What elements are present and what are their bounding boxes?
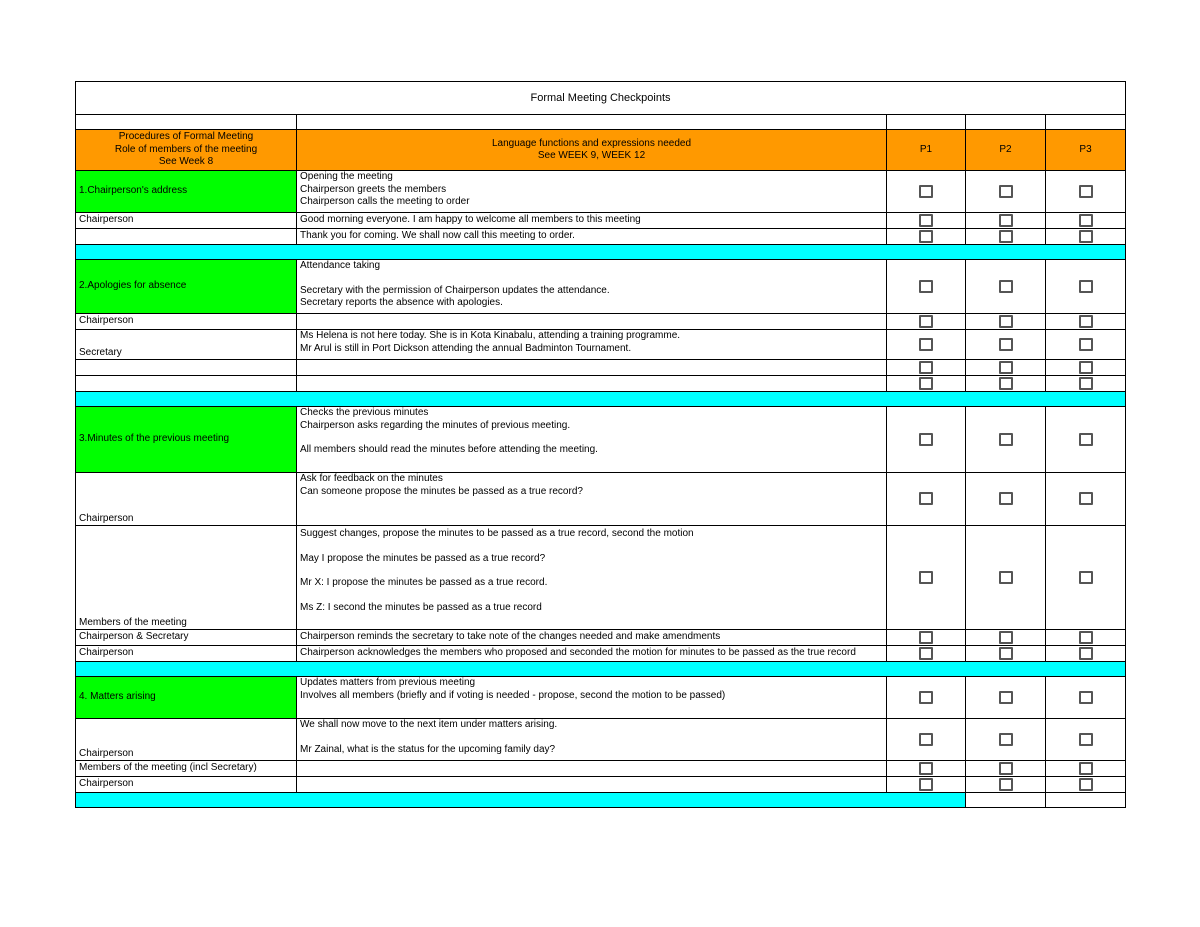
checkbox-p3[interactable] xyxy=(1079,280,1093,293)
checkbox-p3[interactable] xyxy=(1079,691,1093,704)
checkbox-p3[interactable] xyxy=(1079,185,1093,198)
section-description: Updates matters from previous meeting Involves all members (briefly and if voting is needed - propose, second the motion to be passed) xyxy=(297,677,887,719)
expression-cell xyxy=(297,777,887,793)
table-row xyxy=(76,526,1126,630)
section-description: Opening the meeting Chairperson greets the members Chairperson calls the meeting to order xyxy=(297,171,887,213)
table-row xyxy=(76,677,1126,719)
checkpoint-table xyxy=(75,81,1126,808)
checkbox-p2[interactable] xyxy=(999,778,1013,791)
checkbox-p1[interactable] xyxy=(919,214,933,227)
checkbox-p2[interactable] xyxy=(999,230,1013,243)
header-p3: P3 xyxy=(1046,130,1126,171)
expression-cell: Ask for feedback on the minutes Can someone propose the minutes be passed as a true record? xyxy=(297,473,887,526)
checkbox-p1[interactable] xyxy=(919,433,933,446)
section-divider xyxy=(76,245,1126,260)
checkbox-p3[interactable] xyxy=(1079,762,1093,775)
section-divider xyxy=(76,662,1126,677)
expression-cell: Thank you for coming. We shall now call this meeting to order. xyxy=(297,229,887,245)
checkbox-p3[interactable] xyxy=(1079,778,1093,791)
expression-cell xyxy=(297,761,887,777)
checkbox-p1[interactable] xyxy=(919,230,933,243)
checkbox-p2[interactable] xyxy=(999,214,1013,227)
expression-cell: Good morning everyone. I am happy to welcome all members to this meeting xyxy=(297,213,887,229)
checkbox-p3[interactable] xyxy=(1079,338,1093,351)
table-row xyxy=(76,761,1126,777)
checkbox-p3[interactable] xyxy=(1079,361,1093,374)
checkbox-p1[interactable] xyxy=(919,571,933,584)
table-row xyxy=(76,229,1126,245)
checkbox-p3[interactable] xyxy=(1079,571,1093,584)
checkbox-p2[interactable] xyxy=(999,361,1013,374)
section-title: 1.Chairperson's address xyxy=(76,171,297,213)
table-row xyxy=(76,213,1126,229)
checkbox-p1[interactable] xyxy=(919,361,933,374)
section-title: 3.Minutes of the previous meeting xyxy=(76,407,297,473)
checkbox-p1[interactable] xyxy=(919,280,933,293)
role-cell xyxy=(76,229,297,245)
header-row xyxy=(76,130,1126,171)
checkbox-p3[interactable] xyxy=(1079,492,1093,505)
sheet-title: Formal Meeting Checkpoints xyxy=(76,82,1126,115)
checkbox-p1[interactable] xyxy=(919,338,933,351)
expression-cell: Ms Helena is not here today. She is in Kota Kinabalu, attending a training programme. Mr Arul is still in Port Dickson attending the annual Badminton Tournament. xyxy=(297,330,887,360)
checkbox-p1[interactable] xyxy=(919,762,933,775)
section-title: 2.Apologies for absence xyxy=(76,260,297,314)
role-cell: Secretary xyxy=(76,330,297,360)
checkbox-p2[interactable] xyxy=(999,315,1013,328)
section-divider xyxy=(76,392,1126,407)
checkbox-p1[interactable] xyxy=(919,377,933,390)
role-cell: Members of the meeting (incl Secretary) xyxy=(76,761,297,777)
expression-cell: Chairperson reminds the secretary to take note of the changes needed and make amendments xyxy=(297,630,887,646)
table-row xyxy=(76,646,1126,662)
expression-cell: We shall now move to the next item under matters arising. Mr Zainal, what is the status for the upcoming family day? xyxy=(297,719,887,761)
header-procedures: Procedures of Formal Meeting Role of members of the meeting See Week 8 xyxy=(76,130,297,171)
checkpoint-sheet xyxy=(75,81,1125,808)
role-cell: Chairperson xyxy=(76,213,297,229)
checkbox-p2[interactable] xyxy=(999,571,1013,584)
expression-cell: Suggest changes, propose the minutes to be passed as a true record, second the motion May I propose the minutes be passed as a true record? Mr X: I propose the minutes be passed as a true record. Ms Z: I second the minutes be passed as a true record xyxy=(297,526,887,630)
table-row xyxy=(76,719,1126,761)
role-cell: Chairperson xyxy=(76,646,297,662)
section-divider xyxy=(76,793,1126,808)
checkbox-p3[interactable] xyxy=(1079,377,1093,390)
section-title: 4. Matters arising xyxy=(76,677,297,719)
checkbox-p3[interactable] xyxy=(1079,315,1093,328)
checkbox-p1[interactable] xyxy=(919,631,933,644)
role-cell: Chairperson & Secretary xyxy=(76,630,297,646)
table-row xyxy=(76,473,1126,526)
checkbox-p2[interactable] xyxy=(999,185,1013,198)
checkbox-p1[interactable] xyxy=(919,733,933,746)
checkbox-p1[interactable] xyxy=(919,778,933,791)
checkbox-p1[interactable] xyxy=(919,647,933,660)
table-row xyxy=(76,314,1126,330)
role-cell: Chairperson xyxy=(76,314,297,330)
checkbox-p3[interactable] xyxy=(1079,647,1093,660)
checkbox-p3[interactable] xyxy=(1079,433,1093,446)
checkbox-p2[interactable] xyxy=(999,280,1013,293)
checkbox-p2[interactable] xyxy=(999,691,1013,704)
header-language: Language functions and expressions needed See WEEK 9, WEEK 12 xyxy=(297,130,887,171)
role-cell: Chairperson xyxy=(76,777,297,793)
checkbox-p1[interactable] xyxy=(919,185,933,198)
checkbox-p2[interactable] xyxy=(999,377,1013,390)
checkbox-p2[interactable] xyxy=(999,733,1013,746)
table-row xyxy=(76,260,1126,314)
section-description: Checks the previous minutes Chairperson asks regarding the minutes of previous meeting. All members should read the minutes before attending the meeting. xyxy=(297,407,887,473)
table-row xyxy=(76,330,1126,360)
checkbox-p1[interactable] xyxy=(919,691,933,704)
table-row xyxy=(76,360,1126,376)
table-row xyxy=(76,376,1126,392)
role-cell: Chairperson xyxy=(76,473,297,526)
checkbox-p3[interactable] xyxy=(1079,214,1093,227)
checkbox-p2[interactable] xyxy=(999,647,1013,660)
table-row xyxy=(76,171,1126,213)
checkbox-p1[interactable] xyxy=(919,492,933,505)
checkbox-p3[interactable] xyxy=(1079,230,1093,243)
checkbox-p2[interactable] xyxy=(999,631,1013,644)
role-cell: Members of the meeting xyxy=(76,526,297,630)
header-p2: P2 xyxy=(966,130,1046,171)
table-row xyxy=(76,630,1126,646)
header-p1: P1 xyxy=(887,130,966,171)
checkbox-p2[interactable] xyxy=(999,762,1013,775)
checkbox-p2[interactable] xyxy=(999,492,1013,505)
checkbox-p3[interactable] xyxy=(1079,631,1093,644)
expression-cell: Chairperson acknowledges the members who proposed and seconded the motion for minutes to be passed as the true record xyxy=(297,646,887,662)
role-cell: Chairperson xyxy=(76,719,297,761)
checkbox-p2[interactable] xyxy=(999,338,1013,351)
checkbox-p3[interactable] xyxy=(1079,733,1093,746)
expression-cell xyxy=(297,314,887,330)
checkbox-p1[interactable] xyxy=(919,315,933,328)
table-row xyxy=(76,407,1126,473)
table-row xyxy=(76,777,1126,793)
section-description: Attendance taking Secretary with the permission of Chairperson updates the attendance. Secretary reports the absence with apologies. xyxy=(297,260,887,314)
checkbox-p2[interactable] xyxy=(999,433,1013,446)
